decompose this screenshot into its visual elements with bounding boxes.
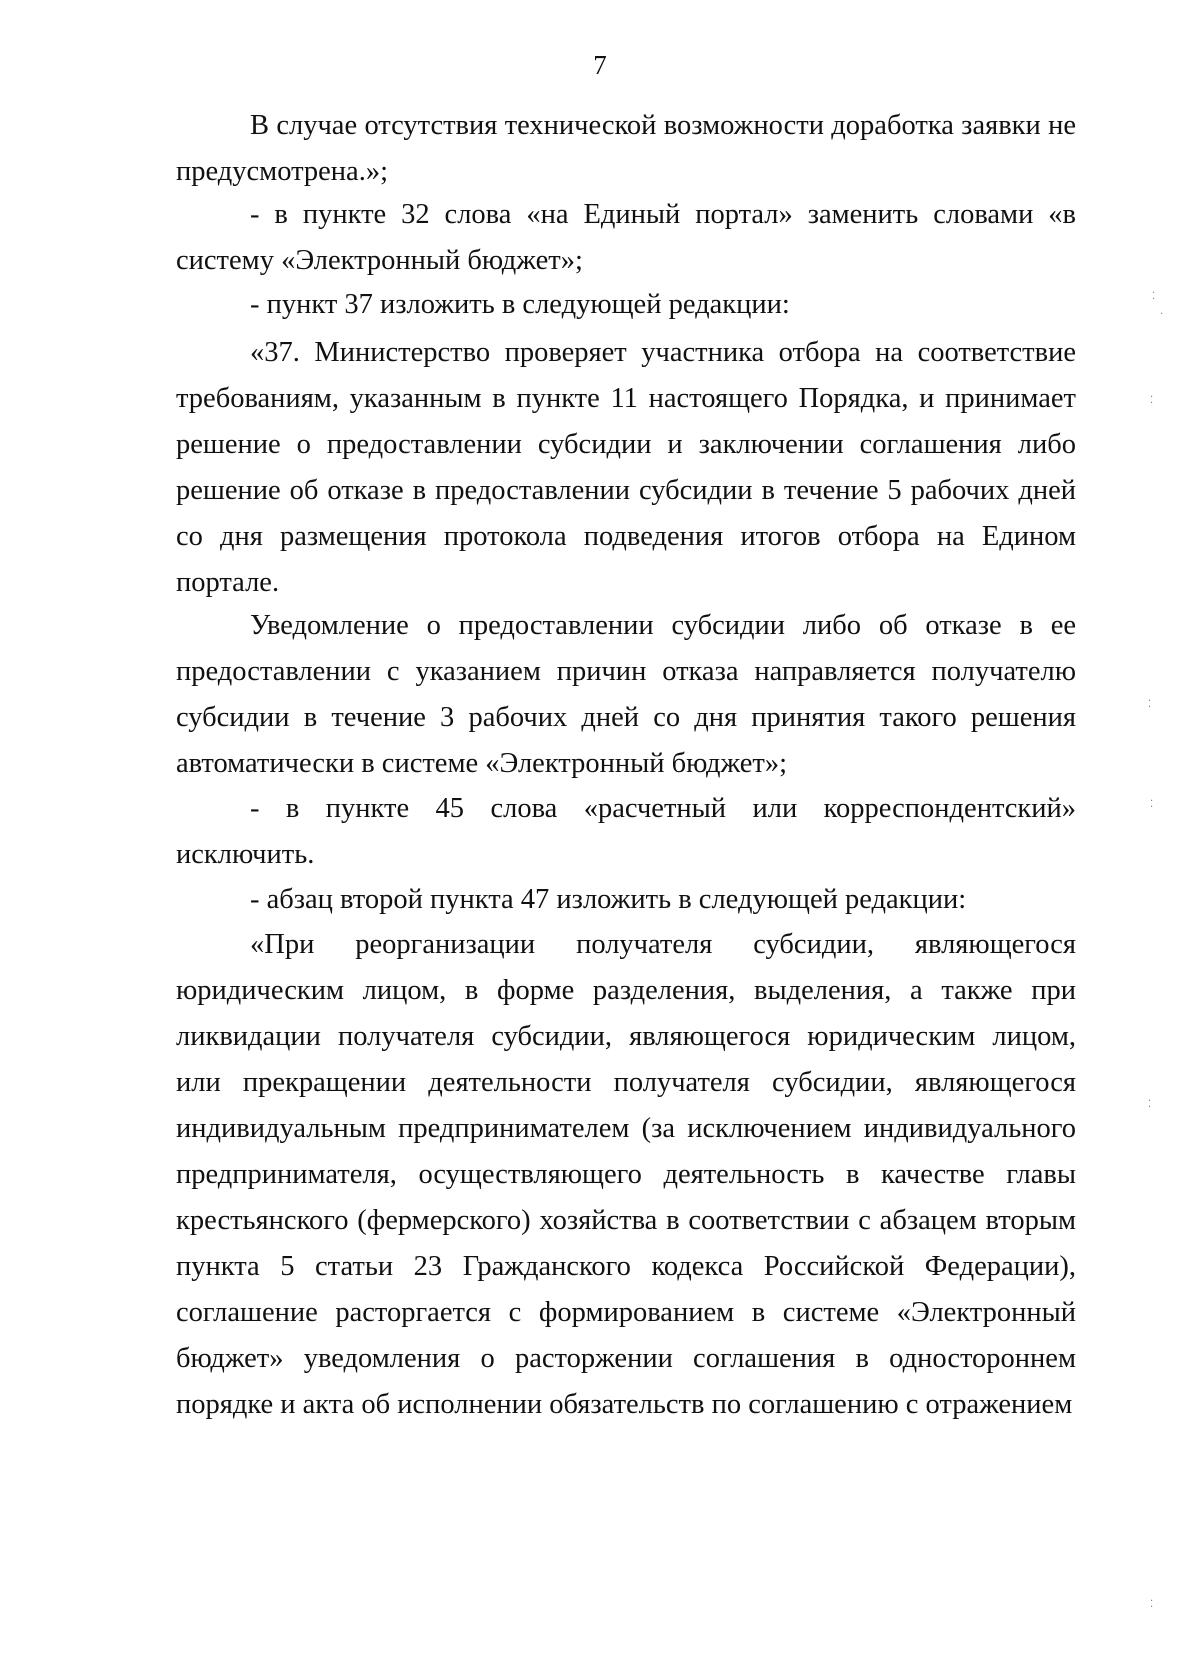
- paragraph-item-37-text: «37. Министерство проверяет участника отбора на соответствие требованиям, указанным в пункте 11 настоящего Порядка, и принимает решение о предоставлении субсидии и заключении соглашения либо решение об отказе в предоставлении субсидии в течение 5 рабочих дней со дня размещения протокола подведения итогов отбора на Едином портале.: [176, 337, 1076, 598]
- scan-speck: ·: [1160, 309, 1164, 320]
- paragraph-notification: Уведомление о предоставлении субсидии либо об отказе в ее предоставлении с указанием причин отказа направляется получателю субсидии в течение 3 рабочих дней со дня принятия такого решения автоматически в системе «Электронный бюджет»;: [176, 610, 1076, 779]
- scan-speck: ⁚: [1148, 1099, 1152, 1110]
- paragraph-item-37-intro: - пункт 37 изложить в следующей редакции:: [250, 289, 790, 320]
- paragraph-item-32: - в пункте 32 слова «на Единый портал» заменить словами «в систему «Электронный бюджет»;: [176, 199, 1076, 276]
- paragraph-tech-possibility: В случае отсутствия технической возможности доработка заявки не предусмотрена.»;: [176, 110, 1076, 187]
- paragraph-item-45: - в пункте 45 слова «расчетный или корреспондентский» исключить.: [176, 793, 1076, 870]
- paragraph-item-47-intro: - абзац второй пункта 47 изложить в следующей редакции:: [250, 884, 967, 915]
- scan-speck: ⁚: [1152, 291, 1156, 302]
- scan-speck: ⁚: [1150, 395, 1154, 406]
- paragraph-item-47-text: «При реорганизации получателя субсидии, являющегося юридическим лицом, в форме разделения, выделения, а также при ликвидации получателя субсидии, являющегося юридическим лицом, или прекращении деятельности получателя субсидии, являющегося индивидуальным предпринимателем (за исключением индивидуального предпринимателя, осуществляющего деятельность в качестве главы крестьянского (фермерского) хозяйства в соответствии с абзацем вторым пункта 5 статьи 23 Гражданского кодекса Российской Федерации), соглашение расторгается с формированием в системе «Электронный бюджет» уведомления о расторжении соглашения в одностороннем порядке и акта об исполнении обязательств по соглашению с отражением: [176, 929, 1076, 1420]
- scan-speck: ⁚: [1150, 799, 1154, 810]
- scan-speck: ⁚: [1150, 1599, 1154, 1610]
- scan-speck: ⁚: [1148, 699, 1152, 710]
- page-number: 7: [593, 50, 607, 80]
